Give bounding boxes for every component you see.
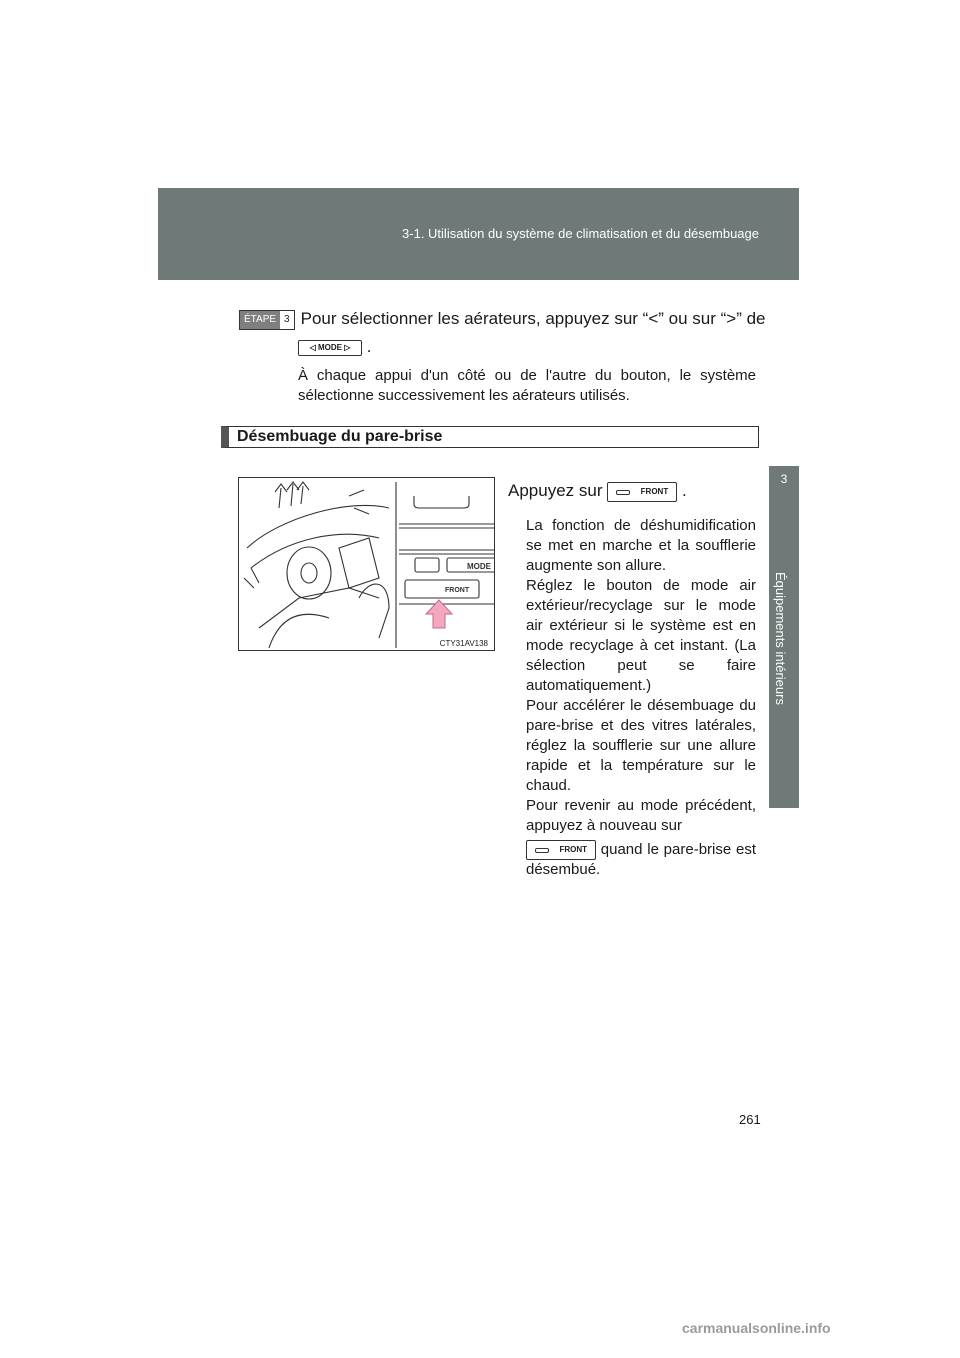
description-p4-tail-text: quand le pare-brise est désembué. bbox=[526, 841, 756, 879]
step-text: Pour sélectionner les aérateurs, appuyez sur “<” ou sur “>” de bbox=[300, 309, 766, 328]
instruction-period: . bbox=[681, 481, 687, 500]
front-button-label: FRONT bbox=[640, 486, 669, 496]
description-p3: Pour accélérer le désembuage du pare-brise et des vitres latérales, réglez la soufflerie sur une allure rapide et la température sur le chaud. bbox=[526, 697, 756, 794]
description-p1: La fonction de déshumidification se met en marche et la soufflerie augmente son allure. bbox=[526, 517, 756, 574]
step-note: À chaque appui d'un côté ou de l'autre du bouton, le système sélectionne successivement les aérateurs utilisés. bbox=[298, 367, 756, 404]
instruction-line bbox=[508, 481, 687, 502]
description-p2: Réglez le bouton de mode air extérieur/recyclage sur le mode air extérieur si le système est en mode recyclage à cet instant. (La sélection peut se faire automatiquement.) bbox=[526, 577, 756, 694]
instruction-text: Appuyez sur bbox=[508, 481, 603, 500]
side-tab bbox=[769, 466, 799, 808]
figure-front-label: FRONT bbox=[445, 587, 470, 594]
defroster-icon bbox=[535, 848, 549, 853]
description-p4: Pour revenir au mode précédent, appuyez à nouveau sur bbox=[526, 797, 756, 834]
figure-code: CTY31AV138 bbox=[439, 639, 488, 648]
figure-mode-label: MODE bbox=[467, 562, 491, 571]
step-badge-number: 3 bbox=[284, 313, 290, 325]
watermark: carmanualsonline.info bbox=[682, 1320, 831, 1336]
dashboard-drawing bbox=[239, 478, 495, 651]
step-line bbox=[239, 309, 766, 330]
chapter-header bbox=[158, 188, 799, 280]
dashboard-illustration bbox=[238, 477, 495, 651]
mode-button-icon: ◁ MODE ▷ bbox=[298, 340, 362, 356]
step-period: . bbox=[366, 337, 372, 356]
section-heading: Désembuage du pare-brise bbox=[221, 426, 759, 448]
front-button-label-inline: FRONT bbox=[559, 845, 587, 855]
front-button-icon bbox=[607, 482, 677, 502]
description bbox=[526, 516, 756, 880]
defroster-icon bbox=[616, 490, 630, 495]
chapter-title: 3-1. Utilisation du système de climatisation et du désembuage bbox=[402, 226, 759, 241]
side-tab-label: Équipements intérieurs bbox=[773, 572, 788, 705]
description-p4-tail bbox=[526, 840, 756, 880]
mode-button-line bbox=[298, 337, 371, 357]
page-number: 261 bbox=[739, 1112, 761, 1127]
step-badge bbox=[239, 310, 295, 330]
front-button-icon-inline bbox=[526, 840, 596, 860]
step-badge-label: ÉTAPE bbox=[240, 311, 280, 329]
side-tab-number: 3 bbox=[780, 472, 788, 486]
